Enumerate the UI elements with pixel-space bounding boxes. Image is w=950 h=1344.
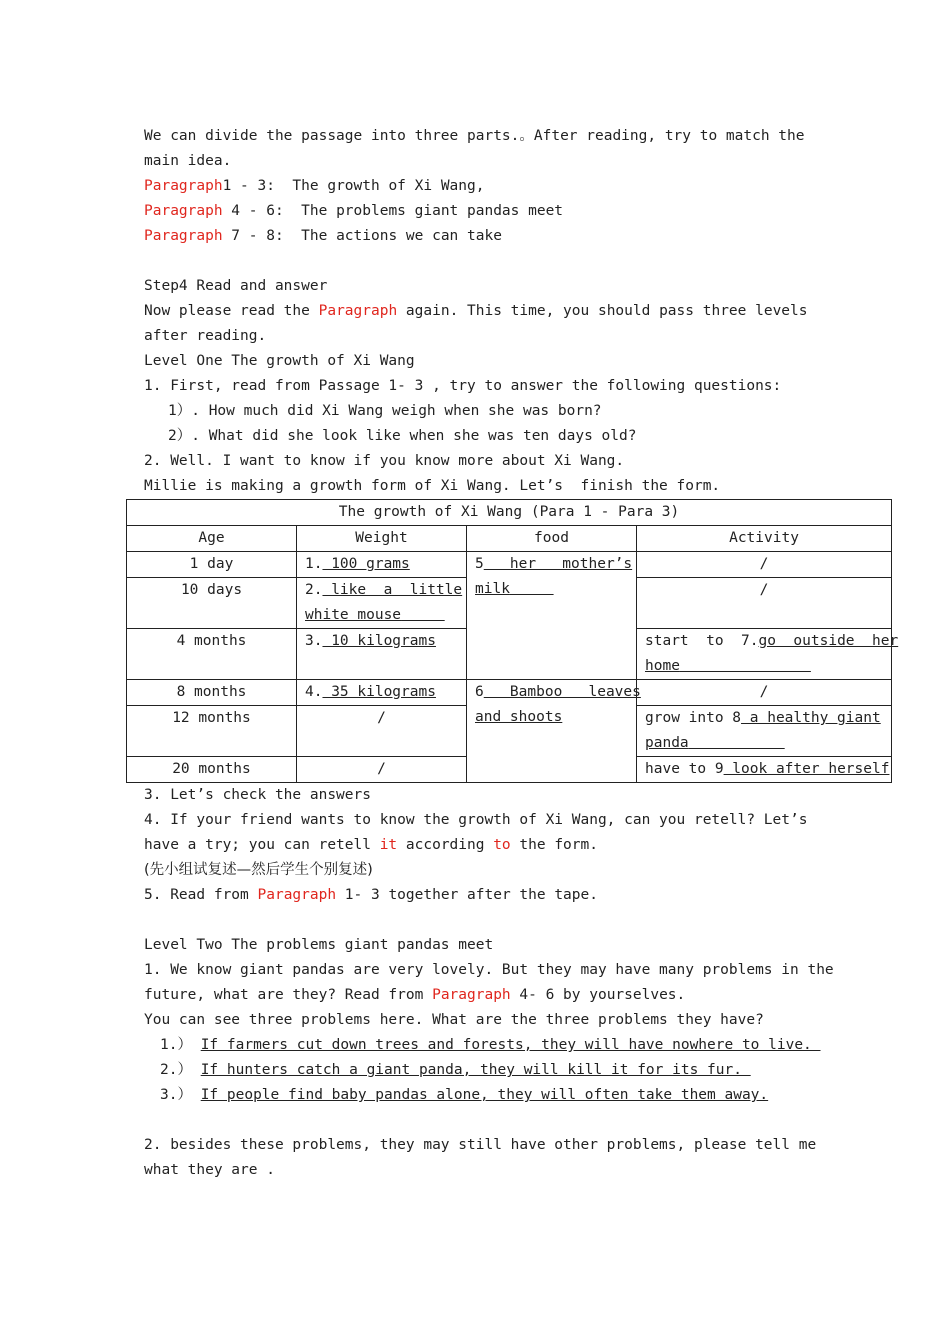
- activity-text: have to 9: [645, 761, 724, 777]
- item-number: 1.）: [160, 1037, 192, 1053]
- weight-cell: [297, 552, 467, 578]
- step-instruction: after reading.: [144, 328, 267, 344]
- answer-item: [144, 1083, 804, 1108]
- question: You can see three problems here. What are the three problems they have?: [144, 1012, 764, 1028]
- paragraph-label: Paragraph: [144, 203, 223, 219]
- question: 1. We know giant pandas are very lovely. But they may have many problems in the: [144, 962, 834, 978]
- answer-text: and shoots: [475, 709, 563, 725]
- table-caption-row: [127, 500, 892, 526]
- text-run: have a try; you can retell: [144, 837, 380, 853]
- header-age: Age: [127, 526, 297, 552]
- activity-text: start to 7.: [645, 633, 759, 649]
- answer-blank: [401, 607, 445, 623]
- question: Millie is making a growth form of Xi Wang. Let’s finish the form.: [144, 478, 721, 494]
- age-cell: 1 day: [127, 552, 297, 578]
- table-row: [127, 680, 892, 706]
- header-weight: Weight: [297, 526, 467, 552]
- answer-text: milk: [475, 581, 510, 597]
- part-text: 7 - 8: The actions we can take: [222, 228, 502, 244]
- question: what they are .: [144, 1162, 275, 1178]
- answer-text: panda: [645, 735, 689, 751]
- activity-cell: /: [637, 578, 892, 629]
- item-number: 1.: [305, 556, 323, 572]
- answer-item: [144, 1058, 804, 1083]
- paragraph-label: Paragraph: [257, 887, 337, 903]
- level-title: Level Two The problems giant pandas meet: [144, 937, 494, 953]
- answer-item: [144, 1033, 821, 1058]
- highlight-word: to: [493, 837, 511, 853]
- item-number: 4.: [305, 684, 323, 700]
- age-cell: 12 months: [127, 706, 297, 757]
- sub-question: 2）. What did she look like when she was ten days old?: [168, 428, 637, 444]
- food-cell: [467, 680, 641, 783]
- activity-cell: [637, 706, 892, 757]
- weight-cell: /: [297, 706, 467, 757]
- table-row: [127, 552, 892, 578]
- header-activity: Activity: [637, 526, 892, 552]
- header-food: food: [467, 526, 637, 552]
- spacer: [144, 908, 804, 933]
- paragraph-label: Paragraph: [144, 178, 223, 194]
- answer-blank: [510, 581, 554, 597]
- paragraph-label: Paragraph: [432, 987, 511, 1003]
- answer-text: like a little: [322, 582, 463, 598]
- question: 1. First, read from Passage 1- 3 , try to answer the following questions:: [144, 378, 782, 394]
- weight-cell: [297, 680, 467, 706]
- question: [144, 983, 804, 1008]
- text-run: again. This time, you should pass three levels: [397, 303, 808, 319]
- spacer: [144, 249, 804, 274]
- answer-text: look after herself: [723, 761, 890, 777]
- text-run: future, what are they? Read from: [144, 987, 433, 1003]
- step-title: Step4 Read and answer: [144, 278, 328, 294]
- text-run: according: [397, 837, 494, 853]
- item-number: 6: [475, 684, 484, 700]
- spacer: [144, 1108, 804, 1133]
- part-line: [144, 199, 804, 224]
- answer-text: 35 kilograms: [322, 684, 436, 700]
- answer-text: Bamboo leaves: [483, 684, 641, 700]
- text-run: 1- 3 together after the tape.: [336, 887, 598, 903]
- answer-text: 10 kilograms: [322, 633, 436, 649]
- answer-text: her mother’s: [483, 556, 633, 572]
- question: 2. Well. I want to know if you know more about Xi Wang.: [144, 453, 625, 469]
- text-run: Now please read the: [144, 303, 319, 319]
- answer-text: home: [645, 658, 680, 674]
- activity-cell: [637, 757, 892, 783]
- activity-cell: [637, 629, 899, 680]
- weight-cell: /: [297, 757, 467, 783]
- question: [144, 883, 804, 908]
- age-cell: 20 months: [127, 757, 297, 783]
- question: 3. Let’s check the answers: [144, 787, 371, 803]
- part-text: 4 - 6: The problems giant pandas meet: [222, 203, 564, 219]
- paragraph-label: Paragraph: [144, 228, 223, 244]
- answer-blank: [680, 658, 811, 674]
- age-cell: 10 days: [127, 578, 297, 629]
- paragraph-label: Paragraph: [318, 303, 398, 319]
- answer-text: go outside her: [758, 633, 899, 649]
- weight-cell: [297, 578, 467, 629]
- item-number: 3.: [305, 633, 323, 649]
- part-line: [144, 174, 804, 199]
- text-run: 4- 6 by yourselves.: [510, 987, 686, 1003]
- item-number: 3.）: [160, 1087, 192, 1103]
- answer-text: If people find baby pandas alone, they will often take them away.: [200, 1087, 769, 1103]
- answer-text: 100 grams: [322, 556, 410, 572]
- activity-cell: /: [637, 552, 892, 578]
- age-cell: 4 months: [127, 629, 297, 680]
- answer-text: a healthy giant: [741, 710, 881, 726]
- part-line: [144, 224, 804, 249]
- sub-question: 1）. How much did Xi Wang weigh when she was born?: [168, 403, 602, 419]
- intro-line: main idea.: [144, 153, 232, 169]
- part-text: 1 - 3: The growth of Xi Wang,: [222, 178, 485, 194]
- document-body: [144, 124, 899, 1183]
- weight-cell: [297, 629, 467, 680]
- table-caption: The growth of Xi Wang (Para 1 - Para 3): [127, 500, 892, 526]
- activity-cell: /: [637, 680, 892, 706]
- item-number: 2.）: [160, 1062, 192, 1078]
- age-cell: 8 months: [127, 680, 297, 706]
- item-number: 2.: [305, 582, 323, 598]
- chinese-note: (先小组试复述—然后学生个别复述): [144, 862, 373, 878]
- answer-text: white mouse: [305, 607, 402, 623]
- growth-table: [126, 499, 899, 783]
- question: [144, 833, 804, 858]
- item-number: 5: [475, 556, 484, 572]
- text-run: the form.: [510, 837, 598, 853]
- table-header-row: [127, 526, 892, 552]
- food-cell: [467, 552, 637, 680]
- question: 4. If your friend wants to know the growth of Xi Wang, can you retell? Let’s: [144, 812, 808, 828]
- question: 2. besides these problems, they may still have other problems, please tell me: [144, 1137, 817, 1153]
- activity-text: grow into 8: [645, 710, 742, 726]
- text-run: 5. Read from: [144, 887, 258, 903]
- intro-line: We can divide the passage into three parts.。After reading, try to match the: [144, 128, 805, 144]
- answer-text: If hunters catch a giant panda, they will kill it for its fur.: [200, 1062, 751, 1078]
- highlight-word: it: [379, 837, 398, 853]
- answer-blank: [689, 735, 785, 751]
- step-instruction: [144, 299, 808, 324]
- level-title: Level One The growth of Xi Wang: [144, 353, 415, 369]
- answer-text: If farmers cut down trees and forests, they will have nowhere to live.: [200, 1037, 821, 1053]
